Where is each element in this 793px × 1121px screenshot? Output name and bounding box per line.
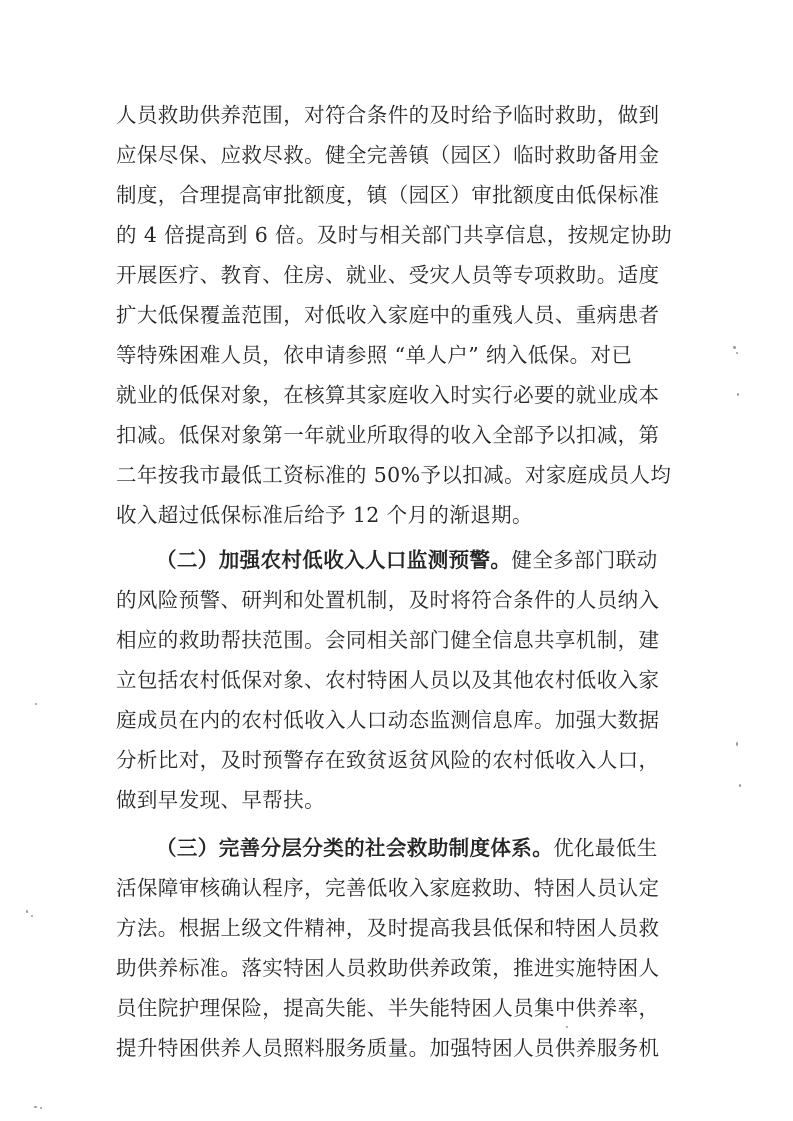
text-line: 就业的低保对象，在核算其家庭收入时实行必要的就业成本 xyxy=(116,383,660,407)
text-line: 人员救助供养范围，对符合条件的及时给予临时救助，做到 xyxy=(116,103,660,127)
text-line: 开展医疗、教育、住房、就业、受灾人员等专项救助。适度 xyxy=(116,263,660,287)
text-line: 收入超过低保标准后给予 12 个月的渐退期。 xyxy=(116,503,533,527)
scan-speck xyxy=(566,1026,568,1028)
scan-speck xyxy=(736,352,738,354)
section-3-first-text: 优化最低生 xyxy=(553,836,658,860)
text-line: 相应的救助帮扶范围。会同相关部门健全信息共享机制，建 xyxy=(116,628,660,652)
text-line: 应保尽保、应救尽救。健全完善镇（园区）临时救助备用金 xyxy=(116,143,660,167)
scan-speck xyxy=(31,915,33,917)
scan-speck xyxy=(737,393,739,396)
scan-speck xyxy=(34,1106,37,1108)
section-3-first-line xyxy=(156,828,686,868)
text-line: 提升特困供养人员照料服务质量。加强特困人员供养服务机 xyxy=(116,1036,660,1060)
scan-speck xyxy=(736,742,738,746)
text-line: 庭成员在内的农村低收入人口动态监测信息库。加强大数据 xyxy=(116,708,660,732)
scan-speck xyxy=(26,910,28,913)
text-line: 扣减。低保对象第一年就业所取得的收入全部予以扣减，第 xyxy=(116,423,660,447)
text-line: 制度，合理提高审批额度，镇（园区）审批额度由低保标准 xyxy=(116,183,660,207)
text-line: 的风险预警、研判和处置机制，及时将符合条件的人员纳入 xyxy=(116,588,660,612)
text-line: 员住院护理保险，提高失能、半失能特困人员集中供养率， xyxy=(116,996,660,1020)
section-2-heading: （二）加强农村低收入人口监测预警。 xyxy=(156,548,512,572)
text-line: 的 4 倍提高到 6 倍。及时与相关部门共享信息，按规定协助 xyxy=(116,223,673,247)
section-2-first-text: 健全多部门联动 xyxy=(511,548,658,572)
section-3-heading: （三）完善分层分类的社会救助制度体系。 xyxy=(156,836,554,860)
text-line: 助供养标准。落实特困人员救助供养政策，推进实施特困人 xyxy=(116,956,660,980)
text-line: 立包括农村低保对象、农村特困人员以及其他农村低收入家 xyxy=(116,668,660,692)
text-line: 做到早发现、早帮扶。 xyxy=(116,788,325,812)
text-line: 二年按我市最低工资标准的 50%予以扣减。对家庭成员人均 xyxy=(116,463,672,487)
text-line: 扩大低保覆盖范围，对低收入家庭中的重残人员、重病患者 xyxy=(116,303,660,327)
scan-speck xyxy=(40,1107,42,1109)
text-line: 方法。根据上级文件精神，及时提高我县低保和特困人员救 xyxy=(116,916,660,940)
text-line: 分析比对，及时预警存在致贫返贫风险的农村低收入人口， xyxy=(116,748,660,772)
scan-speck xyxy=(733,346,736,349)
scan-speck xyxy=(739,784,741,787)
scan-speck xyxy=(35,703,37,705)
section-2-first-line xyxy=(156,540,686,580)
text-line: 等特殊困难人员，依申请参照 “单人户” 纳入低保。对已 xyxy=(116,343,633,367)
text-line: 活保障审核确认程序，完善低收入家庭救助、特困人员认定 xyxy=(116,876,660,900)
